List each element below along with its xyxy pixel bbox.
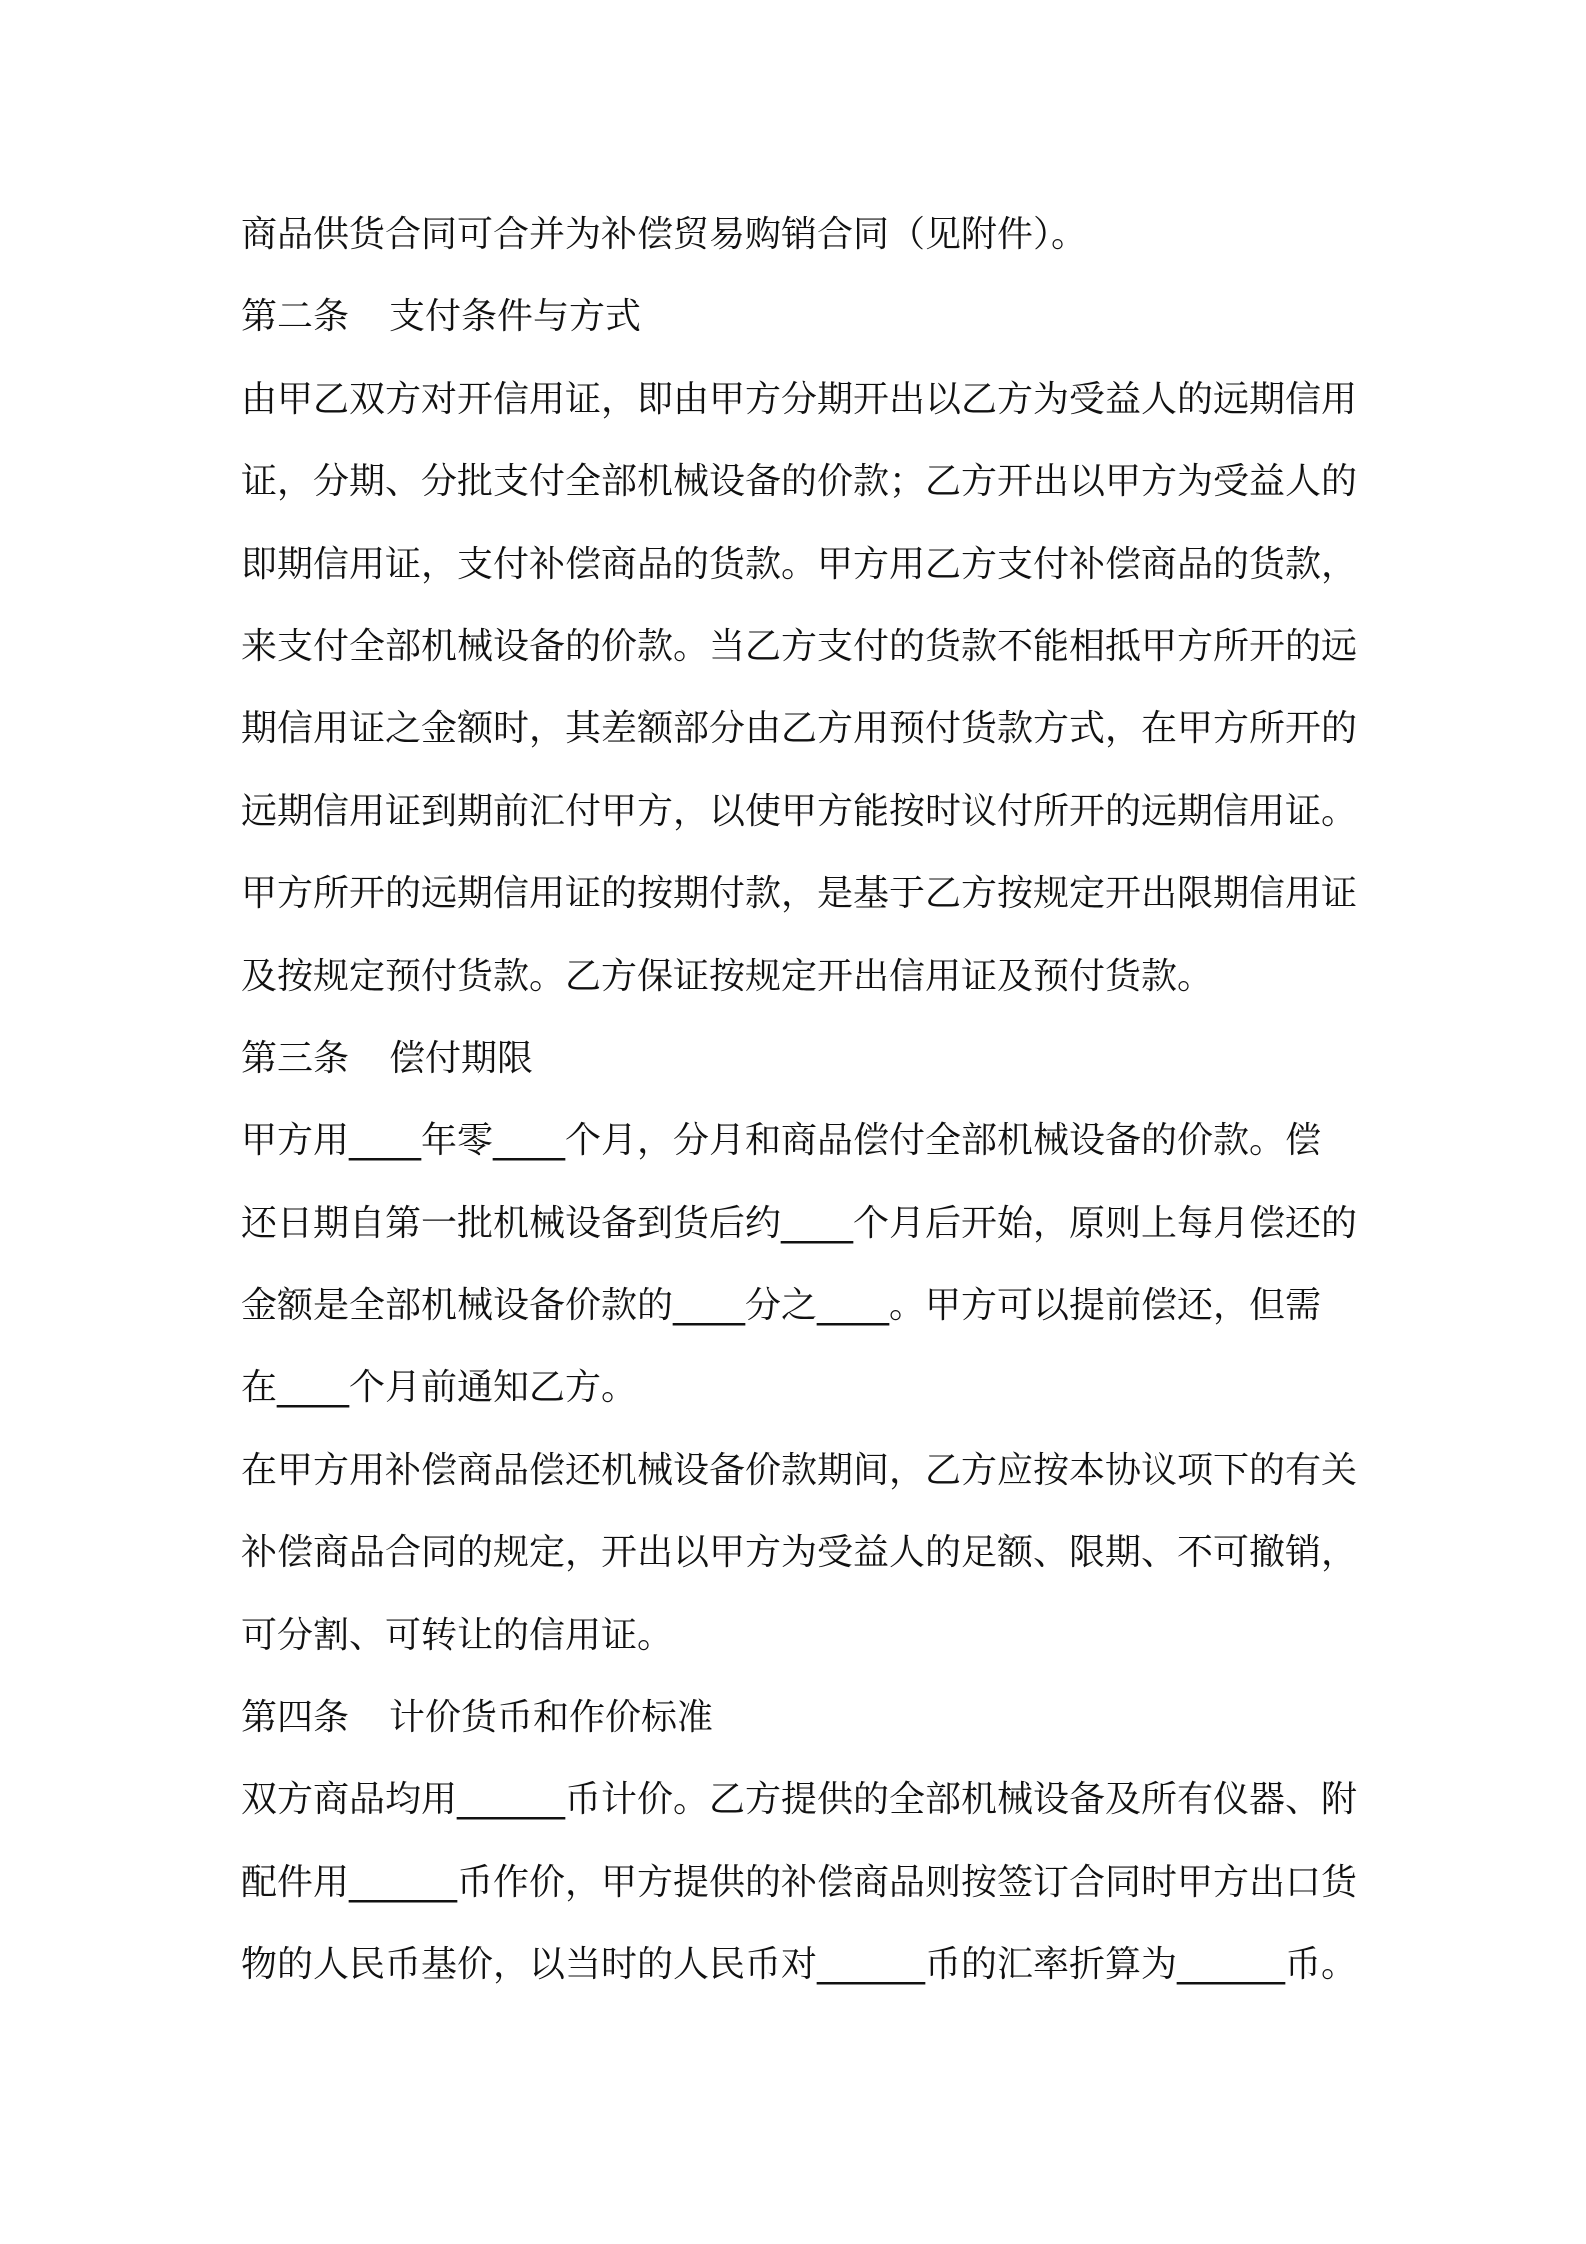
paragraph-line: 金额是全部机械设备价款的____分之____。甲方可以提前偿还，但需 (241, 1285, 1322, 1327)
paragraph-line: 可分割、可转让的信用证。 (241, 1614, 674, 1656)
paragraph-line: 配件用______币作价，甲方提供的补偿商品则按签订合同时甲方出口货 (241, 1861, 1358, 1903)
paragraph-line: 商品供货合同可合并为补偿贸易购销合同（见附件）。 (241, 214, 1088, 255)
paragraph-line: 证，分期、分批支付全部机械设备的价款；乙方开出以甲方为受益人的 (241, 461, 1358, 503)
article-4-heading (241, 1677, 1421, 1759)
article-3-heading (241, 1018, 1421, 1100)
paragraph-line: 期信用证之金额时，其差额部分由乙方用预付货款方式，在甲方所开的 (241, 708, 1358, 750)
article-number: 第二条 (241, 296, 350, 338)
paragraph-line: 在甲方用补偿商品偿还机械设备价款期间，乙方应按本协议项下的有关 (241, 1449, 1358, 1491)
article-number: 第四条 (241, 1697, 350, 1739)
document-body (241, 194, 1421, 2007)
paragraph-line: 甲方所开的远期信用证的按期付款，是基于乙方按规定开出限期信用证 (241, 873, 1358, 915)
article-title: 支付条件与方式 (389, 296, 642, 338)
article-title: 计价货币和作价标准 (389, 1697, 714, 1739)
paragraph-line: 在____个月前通知乙方。 (241, 1367, 638, 1409)
paragraph-line: 由甲乙双方对开信用证，即由甲方分期开出以乙方为受益人的远期信用 (241, 378, 1358, 420)
paragraph-line: 来支付全部机械设备的价款。当乙方支付的货款不能相抵甲方所开的远 (241, 625, 1358, 667)
paragraph-line: 还日期自第一批机械设备到货后约____个月后开始，原则上每月偿还的 (241, 1202, 1358, 1244)
paragraph-line: 即期信用证，支付补偿商品的货款。甲方用乙方支付补偿商品的货款， (241, 543, 1358, 585)
article-2-heading (241, 276, 1421, 358)
paragraph-line: 物的人民币基价，以当时的人民币对______币的汇率折算为______币。 (241, 1944, 1358, 1986)
article-number: 第三条 (241, 1037, 350, 1079)
paragraph-line: 补偿商品合同的规定，开出以甲方为受益人的足额、限期、不可撤销， (241, 1532, 1358, 1574)
paragraph-line: 及按规定预付货款。乙方保证按规定开出信用证及预付货款。 (241, 955, 1214, 997)
paragraph-line: 双方商品均用______币计价。乙方提供的全部机械设备及所有仪器、附 (241, 1779, 1358, 1821)
article-title: 偿付期限 (389, 1037, 534, 1079)
paragraph-line: 甲方用____年零____个月，分月和商品偿付全部机械设备的价款。偿 (241, 1120, 1322, 1162)
paragraph-line: 远期信用证到期前汇付甲方，以使甲方能按时议付所开的远期信用证。 (241, 790, 1358, 832)
